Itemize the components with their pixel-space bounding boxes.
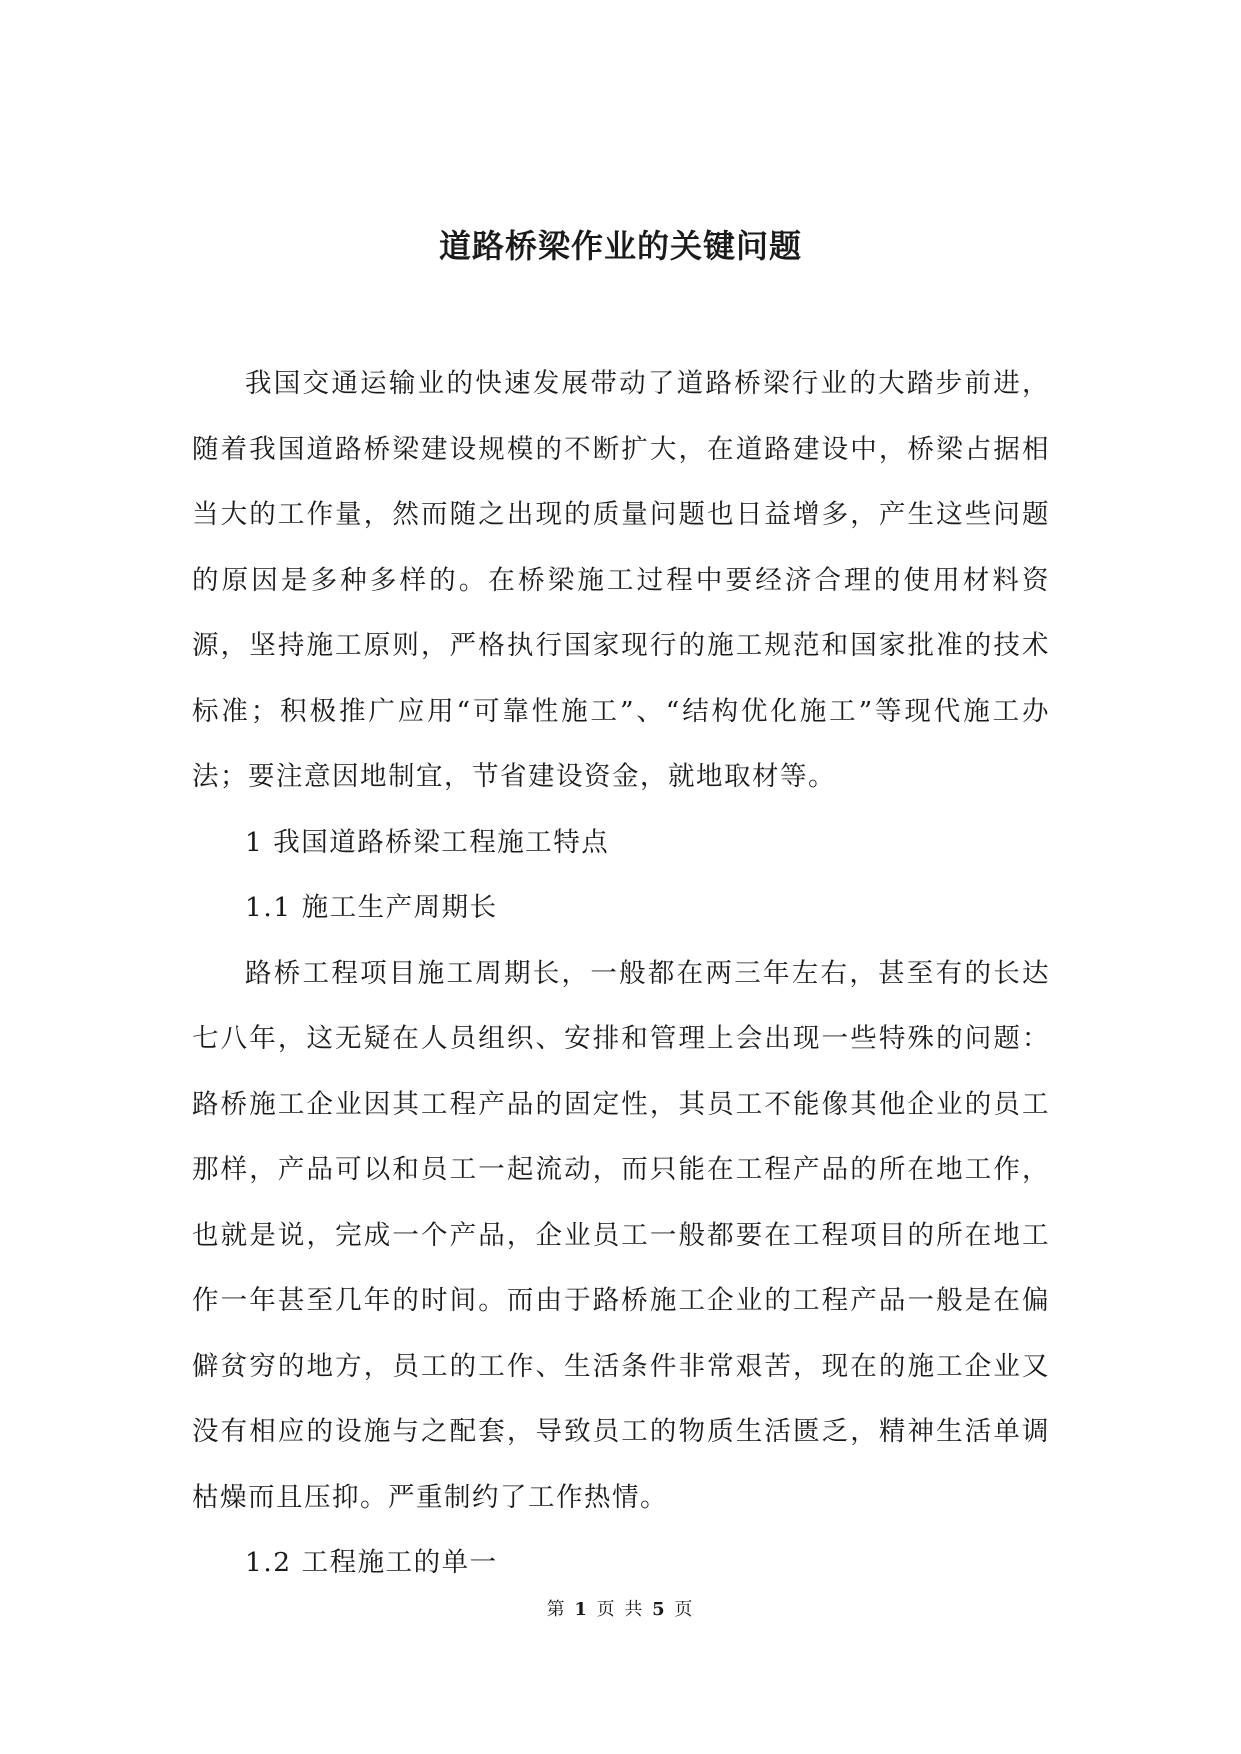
total-pages-number: 5 [652, 1599, 667, 1620]
subsection-heading-1-2: 1.2 工程施工的单一 [245, 1547, 498, 1578]
document-body [192, 351, 1050, 1596]
section-heading-1: 1 我国道路桥梁工程施工特点 [245, 826, 610, 858]
intro-paragraph: 我国交通运输业的快速发展带动了道路桥梁行业的大踏步前进，随着我国道路桥梁建设规模的不断扩大，在道路建设中，桥梁占据相当大的工作量，然而随之出现的质量问题也日益增多，产生这些问题的原因是多种多样的。在桥梁施工过程中要经济合理的使用材料资源，坚持施工原则，严格执行国家现行的施工规范和国家批准的技术标准；积极推广应用“可靠性施工”、“结构优化施工”等现代施工办法；要注意因地制宜，节省建设资金，就地取材等。 [192, 368, 1050, 792]
footer-middle: 页 共 [596, 1599, 645, 1620]
page-footer [0, 1597, 1241, 1623]
document-title: 道路桥梁作业的关键问题 [438, 227, 802, 265]
footer-suffix: 页 [674, 1599, 695, 1620]
section-1-1-paragraph: 路桥工程项目施工周期长，一般都在两三年左右，甚至有的长达七八年，这无疑在人员组织、安排和管理上会出现一些特殊的问题：路桥施工企业因其工程产品的固定性，其员工不能像其他企业的员工那样，产品可以和员工一起流动，而只能在工程产品的所在地工作，也就是说，完成一个产品，企业员工一般都要在工程项目的所在地工作一年甚至几年的时间。而由于路桥施工企业的工程产品一般是在偏僻贫穷的地方，员工的工作、生活条件非常艰苦，现在的施工企业又没有相应的设施与之配套，导致员工的物质生活匮乏，精神生活单调枯燥而且压抑。严重制约了工作热情。 [192, 957, 1050, 1513]
current-page-number: 1 [574, 1599, 589, 1620]
footer-prefix: 第 [546, 1599, 567, 1620]
subsection-heading-1-1: 1.1 施工生产周期长 [245, 892, 498, 923]
